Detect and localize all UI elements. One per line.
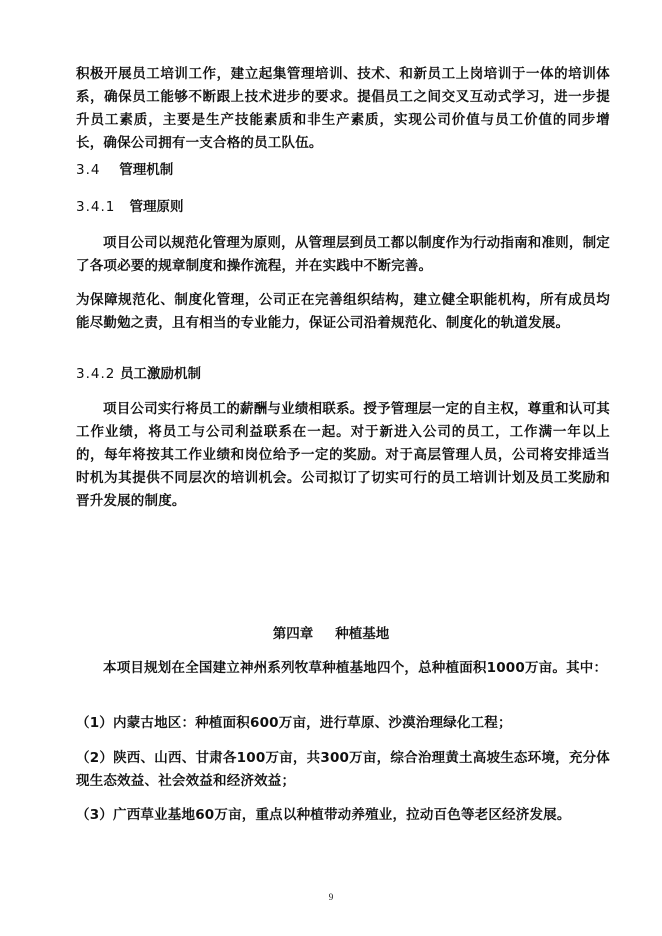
paragraph-incentive: 项目公司实行将员工的薪酬与业绩相联系。授予管理层一定的自主权，尊重和认可其工作业绩，将员工与公司利益联系在一起。对于新进入公司的员工，工作满一年以上的，每年将按其工作业绩和岗位给予一定的奖励。对于高层管理人员，公司将安排适当时机为其提供不同层次的培训机会。公司拟订了切实可行的员工培训计划及员工奖励和晋升发展的制度。	[76, 401, 610, 509]
heading-3-4	[76, 159, 173, 182]
chapter-number: 第四章	[272, 626, 314, 642]
paragraph-management-principle: 项目公司以规范化管理为原则，从管理层到员工都以制度作为行动指南和准则，制定了各项必要的规章制度和操作流程，并在实践中不断完善。	[76, 235, 610, 274]
heading-number: 3.4	[76, 162, 101, 178]
heading-number: 3.4.2	[76, 366, 116, 382]
paragraph-training: 积极开展员工培训工作，建立起集管理培训、技术、和新员工上岗培训于一体的培训体系，确保员工能够不断跟上技术进步的要求。提倡员工之间交叉互动式学习，进一步提升员工素质，主要是生产技能素质和非生产素质，实现公司价值与员工价值的同步增长，确保公司拥有一支合格的员工队伍。	[76, 66, 610, 151]
page-number: 9	[328, 892, 334, 902]
heading-title: 员工激励机制	[120, 366, 202, 382]
chapter-title	[0, 622, 662, 642]
list-item-shaanxi-shanxi-gansu: （2）陕西、山西、甘肃各100万亩，共300万亩，综合治理黄土高坡生态环境，充分体现生态效益、社会效益和经济效益；	[76, 750, 610, 789]
list-item-guangxi: （3）广西草业基地60万亩，重点以种植带动养殖业，拉动百色等老区经济发展。	[76, 807, 571, 823]
paragraph-standardization: 为保障规范化、制度化管理，公司正在完善组织结构，建立健全职能机构，所有成员均能尽勤勉之责，且有相当的专业能力，保证公司沿着规范化、制度化的轨道发展。	[76, 292, 610, 331]
heading-number: 3.4.1	[76, 199, 116, 215]
paragraph-planting-base: 本项目规划在全国建立神州系列牧草种植基地四个，总种植面积1000万亩。其中：	[103, 660, 608, 676]
list-item-inner-mongolia: （1）内蒙古地区：种植面积600万亩，进行草原、沙漠治理绿化工程；	[76, 715, 512, 731]
heading-title: 管理原则	[129, 199, 184, 215]
heading-3-4-1	[76, 196, 183, 219]
heading-title: 管理机制	[119, 162, 174, 178]
heading-3-4-2	[76, 363, 201, 386]
chapter-name: 种植基地	[335, 626, 390, 642]
